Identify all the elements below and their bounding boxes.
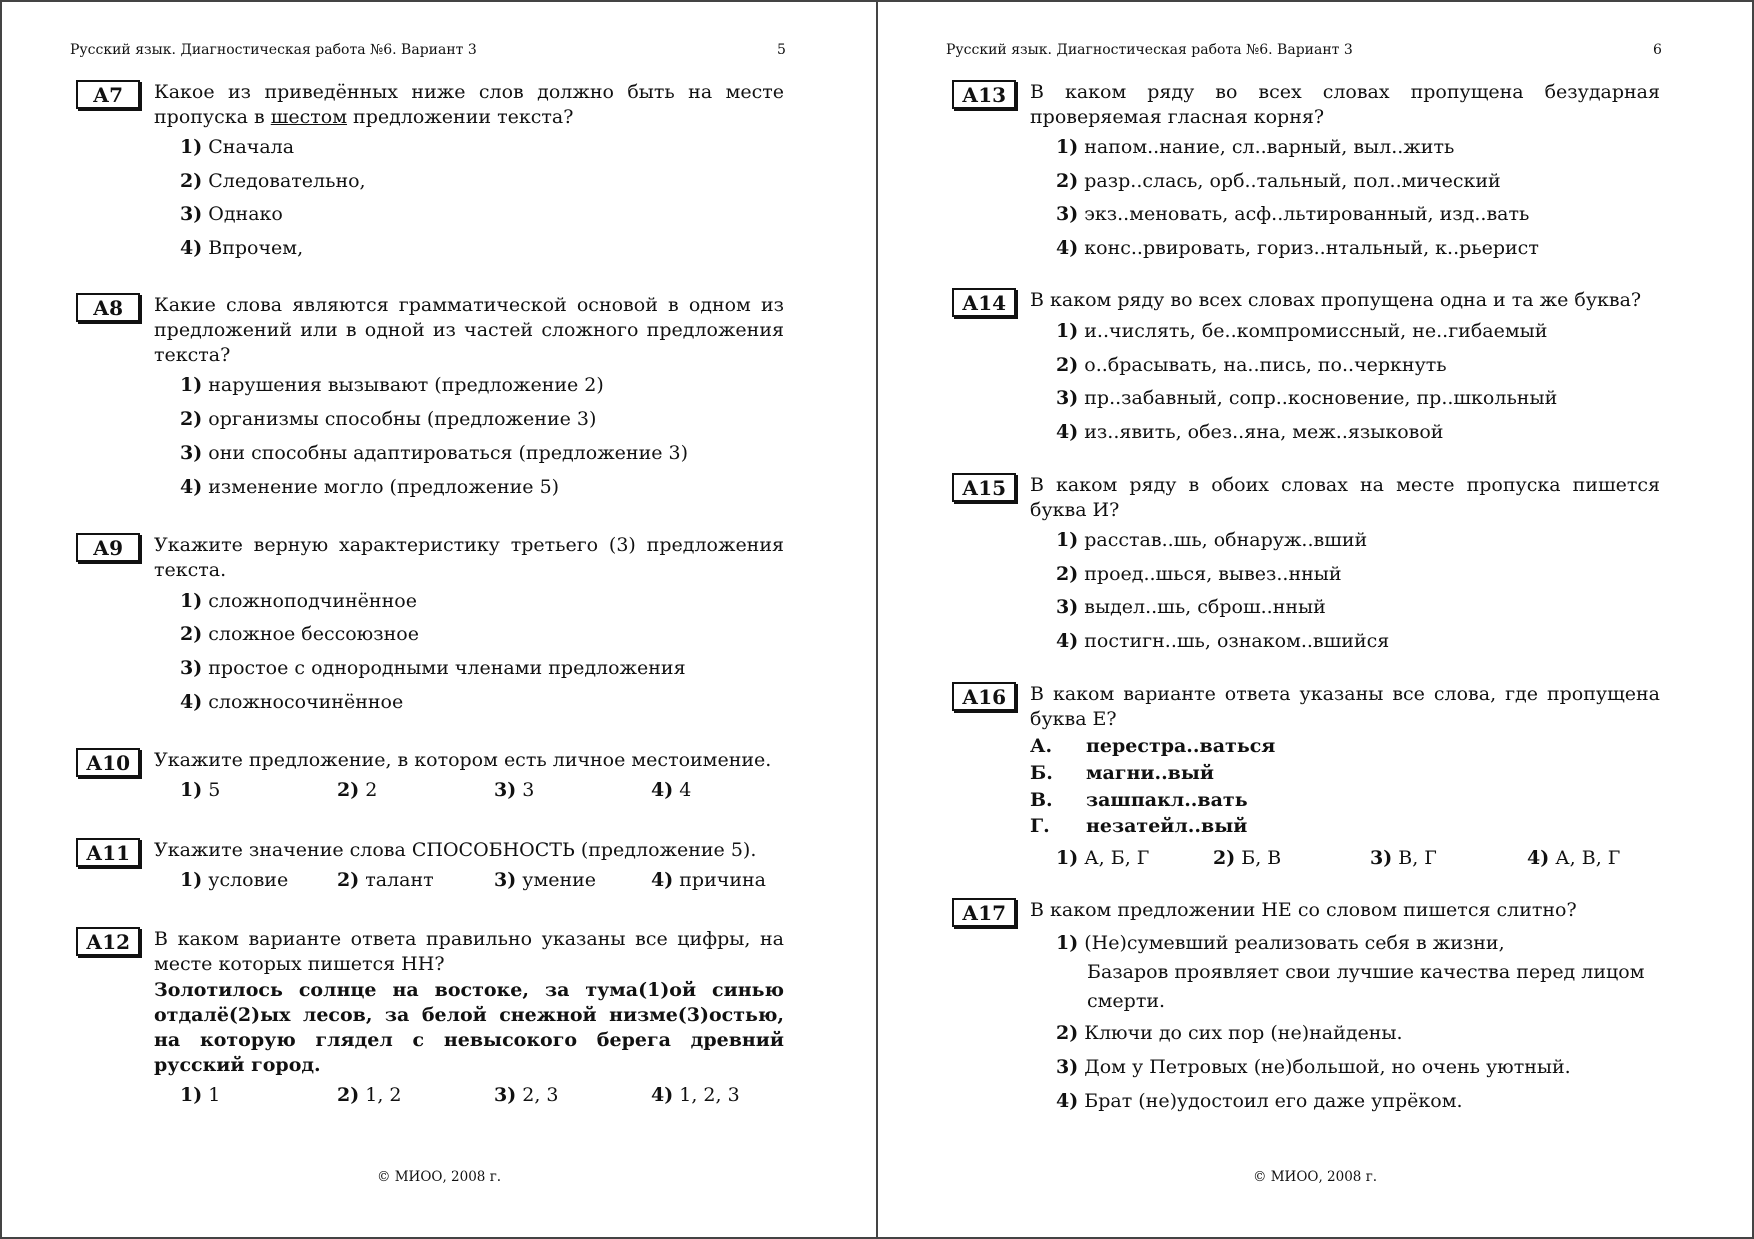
a16-item-a: А. перестра..ваться: [1030, 735, 1276, 757]
option-a11-1[interactable]: 1) условие: [180, 869, 289, 891]
question-a12-text: Золотилось солнце на востоке, за тума(1)ой синью отдалё(2)ых лесов, за белой снежной низме(3)остью, на которую глядел с невысокого берега древний русский город.: [154, 979, 784, 1076]
question-a17: В каком предложении НЕ со словом пишется слитно?: [1030, 899, 1577, 921]
option-a8-1[interactable]: 1) нарушения вызывают (предложение 2): [180, 374, 604, 396]
option-a13-2[interactable]: 2) разр..слась, орб..тальный, пол..мический: [1056, 170, 1501, 192]
option-a15-1[interactable]: 1) расстав..шь, обнаруж..вший: [1056, 529, 1368, 551]
page-header: Русский язык. Диагностическая работа №6. Вариант 3: [946, 42, 1353, 58]
task-label-a16: А16: [952, 682, 1016, 711]
task-label-a9: А9: [76, 533, 140, 562]
option-a16-1[interactable]: 1) А, Б, Г: [1056, 847, 1150, 869]
question-a12: В каком варианте ответа правильно указаны все цифры, на месте которых пишется НН?: [154, 928, 784, 975]
option-a16-4[interactable]: 4) А, В, Г: [1527, 847, 1621, 869]
option-a14-3[interactable]: 3) пр..забавный, сопр..косновение, пр..школьный: [1056, 387, 1558, 409]
option-a12-2[interactable]: 2) 1, 2: [337, 1084, 402, 1106]
option-a17-3[interactable]: 3) Дом у Петровых (не)большой, но очень уютный.: [1056, 1056, 1571, 1078]
option-a11-2[interactable]: 2) талант: [337, 869, 434, 891]
option-a7-1[interactable]: 1) Сначала: [180, 136, 295, 158]
question-a13: В каком ряду во всех словах пропущена безударная проверяемая гласная корня?: [1030, 81, 1660, 128]
question-a14: В каком ряду во всех словах пропущена одна и та же буква?: [1030, 289, 1642, 311]
option-a13-1[interactable]: 1) напом..нание, сл..варный, выл..жить: [1056, 136, 1455, 158]
question-a9: Укажите верную характеристику третьего (3) предложения текста.: [154, 534, 784, 581]
option-a10-1[interactable]: 1) 5: [180, 779, 221, 801]
task-label-a12: А12: [76, 927, 140, 956]
option-a15-4[interactable]: 4) постигн..шь, ознаком..вшийся: [1056, 630, 1390, 652]
task-label-a13: А13: [952, 80, 1016, 109]
task-label-a17: А17: [952, 898, 1016, 927]
question-a16: В каком варианте ответа указаны все слова, где пропущена буква Е?: [1030, 683, 1660, 730]
a16-item-b: Б. магни..вый: [1030, 762, 1215, 784]
task-label-a14: А14: [952, 288, 1016, 317]
page-header: Русский язык. Диагностическая работа №6. Вариант 3: [70, 42, 477, 58]
option-a10-3[interactable]: 3) 3: [494, 779, 535, 801]
page-footer: © МИОО, 2008 г.: [376, 1169, 502, 1185]
task-label-a7: А7: [76, 80, 140, 109]
option-a10-4[interactable]: 4) 4: [651, 779, 692, 801]
option-a15-2[interactable]: 2) проед..шься, вывез..нный: [1056, 563, 1342, 585]
task-label-a10: А10: [76, 748, 140, 777]
option-a7-3[interactable]: 3) Однако: [180, 203, 283, 225]
option-a9-4[interactable]: 4) сложносочинённое: [180, 691, 404, 713]
option-a16-3[interactable]: 3) В, Г: [1370, 847, 1437, 869]
option-a12-3[interactable]: 3) 2, 3: [494, 1084, 559, 1106]
a16-item-v: В. зашпакл..вать: [1030, 789, 1248, 811]
question-a8: Какие слова являются грамматической основой в одном из предложений или в одной из частей сложного предложения текста?: [154, 294, 784, 366]
option-a15-3[interactable]: 3) выдел..шь, сброш..нный: [1056, 596, 1326, 618]
task-label-a11: А11: [76, 838, 140, 867]
option-a16-2[interactable]: 2) Б, В: [1213, 847, 1282, 869]
option-a14-4[interactable]: 4) из..явить, обез..яна, меж..языковой: [1056, 421, 1444, 443]
option-a14-1[interactable]: 1) и..числять, бе..компромиссный, не..гибаемый: [1056, 320, 1548, 342]
question-a11: Укажите значение слова СПОСОБНОСТЬ (предложение 5).: [154, 839, 757, 861]
page-footer: © МИОО, 2008 г.: [1252, 1169, 1378, 1185]
option-a17-1[interactable]: 1) (Не)сумевший реализовать себя в жизни, Базаров проявляет свои лучшие качества перед лицом смерти.: [1056, 932, 1645, 1012]
option-a9-3[interactable]: 3) простое с однородными членами предложения: [180, 657, 686, 679]
option-a17-4[interactable]: 4) Брат (не)удостоил его даже упрёком.: [1056, 1090, 1463, 1112]
task-label-a15: А15: [952, 473, 1016, 502]
page-number: 6: [1653, 42, 1662, 58]
option-a13-4[interactable]: 4) конс..рвировать, гориз..нтальный, к..рьерист: [1056, 237, 1539, 259]
option-a13-3[interactable]: 3) экз..меновать, асф..льтированный, изд..вать: [1056, 203, 1530, 225]
question-a15: В каком ряду в обоих словах на месте пропуска пишется буква И?: [1030, 474, 1660, 521]
page-number: 5: [777, 42, 786, 58]
option-a11-3[interactable]: 3) умение: [494, 869, 597, 891]
option-a8-2[interactable]: 2) организмы способны (предложение 3): [180, 408, 597, 430]
option-a14-2[interactable]: 2) о..брасывать, на..пись, по..черкнуть: [1056, 354, 1447, 376]
option-a17-2[interactable]: 2) Ключи до сих пор (не)найдены.: [1056, 1022, 1403, 1044]
question-a7: Какое из приведённых ниже слов должно быть на месте пропуска в шестом предложении текста?: [154, 81, 784, 128]
right-page: [876, 0, 1754, 1239]
option-a7-4[interactable]: 4) Впрочем,: [180, 237, 304, 259]
option-a12-1[interactable]: 1) 1: [180, 1084, 221, 1106]
option-a7-2[interactable]: 2) Следовательно,: [180, 170, 366, 192]
question-a10: Укажите предложение, в котором есть личное местоимение.: [154, 749, 772, 771]
option-a8-3[interactable]: 3) они способны адаптироваться (предложение 3): [180, 442, 689, 464]
option-a11-4[interactable]: 4) причина: [651, 869, 766, 891]
task-label-a8: А8: [76, 293, 140, 322]
option-a9-2[interactable]: 2) сложное бессоюзное: [180, 623, 419, 645]
option-a12-4[interactable]: 4) 1, 2, 3: [651, 1084, 740, 1106]
option-a8-4[interactable]: 4) изменение могло (предложение 5): [180, 476, 560, 498]
option-a10-2[interactable]: 2) 2: [337, 779, 378, 801]
a16-item-g: Г. незатейл..вый: [1030, 815, 1248, 837]
option-a9-1[interactable]: 1) сложноподчинённое: [180, 590, 417, 612]
